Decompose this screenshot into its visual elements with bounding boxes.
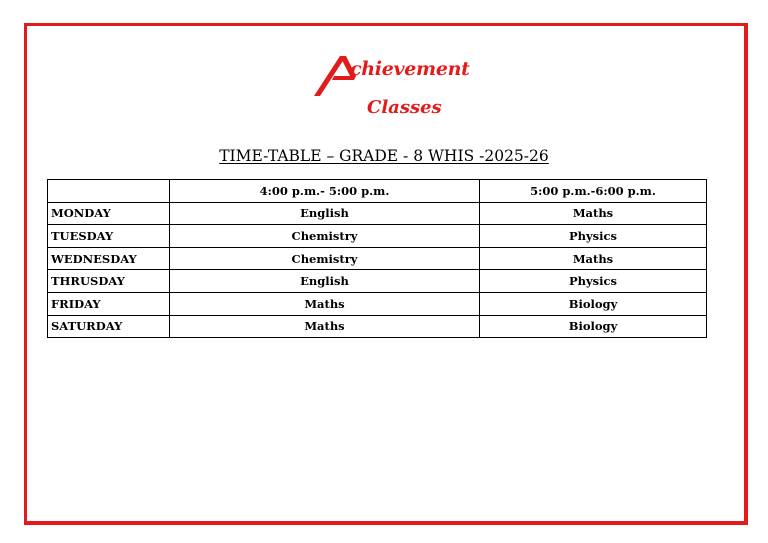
column-header-slot-1: 4:00 p.m.- 5:00 p.m. (170, 180, 480, 203)
subject-cell: Physics (480, 270, 707, 293)
subject-cell: Maths (170, 315, 480, 338)
column-header-day (48, 180, 170, 203)
page-border-shadow-right (744, 23, 746, 523)
logo-text-achievement: chievement (350, 58, 470, 80)
table-row (48, 202, 707, 225)
table-row (48, 270, 707, 293)
day-cell: SATURDAY (48, 315, 170, 338)
day-cell: THRUSDAY (48, 270, 170, 293)
table-row (48, 225, 707, 248)
table-row (48, 292, 707, 315)
subject-cell: Maths (170, 292, 480, 315)
table-row (48, 247, 707, 270)
subject-cell: Chemistry (170, 247, 480, 270)
subject-cell: Biology (480, 292, 707, 315)
subject-cell: Physics (480, 225, 707, 248)
page-border-shadow-bottom (24, 521, 746, 523)
achievement-classes-logo (312, 52, 480, 124)
subject-cell: Chemistry (170, 225, 480, 248)
table-header-row (48, 180, 707, 203)
subject-cell: English (170, 270, 480, 293)
timetable (47, 179, 707, 338)
subject-cell: Maths (480, 202, 707, 225)
subject-cell: English (170, 202, 480, 225)
day-cell: TUESDAY (48, 225, 170, 248)
subject-cell: Biology (480, 315, 707, 338)
column-header-slot-2: 5:00 p.m.-6:00 p.m. (480, 180, 707, 203)
day-cell: FRIDAY (48, 292, 170, 315)
table-row (48, 315, 707, 338)
day-cell: MONDAY (48, 202, 170, 225)
day-cell: WEDNESDAY (48, 247, 170, 270)
page-title: TIME-TABLE – GRADE - 8 WHIS -2025-26 (219, 147, 549, 165)
logo-text-classes: Classes (367, 97, 442, 118)
subject-cell: Maths (480, 247, 707, 270)
